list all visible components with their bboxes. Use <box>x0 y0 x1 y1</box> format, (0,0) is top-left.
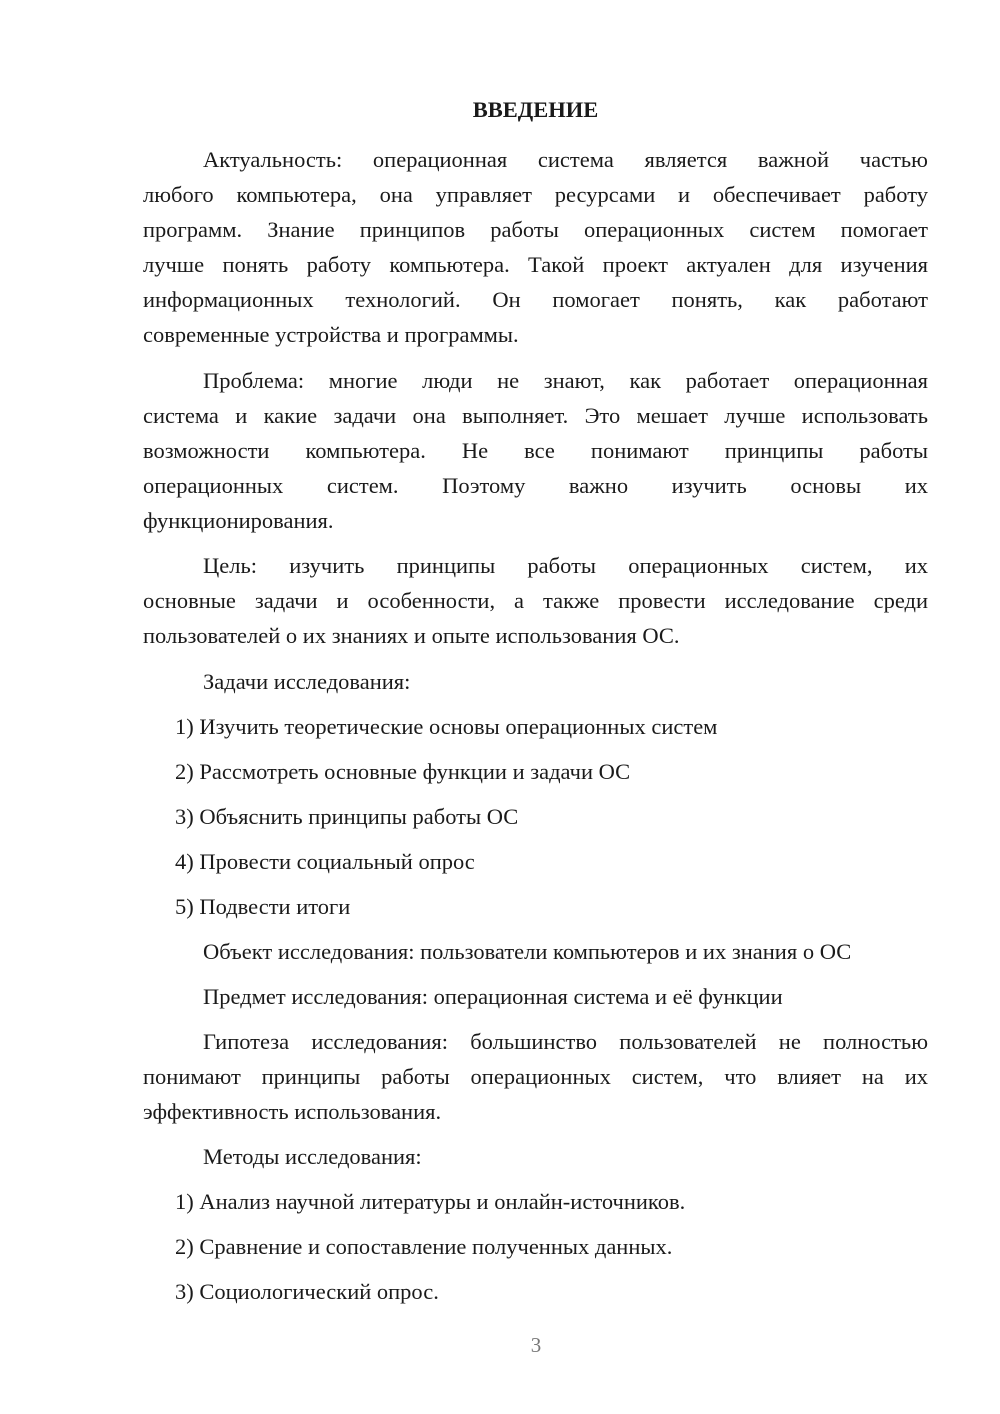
list-item: 1) Анализ научной литературы и онлайн-источников. <box>175 1189 686 1214</box>
list-item: 2) Сравнение и сопоставление полученных данных. <box>175 1234 673 1259</box>
list-item: 1) Изучить теоретические основы операционных систем <box>175 713 718 739</box>
problem-paragraph <box>143 363 928 538</box>
list-item: 3) Объяснить принципы работы ОС <box>175 803 519 829</box>
list-item: 4) Провести социальный опрос <box>175 848 475 874</box>
paragraph-line: понимают принципы работы операционных систем, что влияет на их <box>143 1063 928 1089</box>
paragraph-line: функционирования. <box>143 507 334 533</box>
page-number: 3 <box>530 1333 542 1357</box>
goal-paragraph <box>143 548 928 653</box>
paragraph-line: информационных технологий. Он помогает понять, как работают <box>143 287 928 312</box>
page-title: ВВЕДЕНИЕ <box>472 97 599 122</box>
tasks-heading: Задачи исследования: <box>203 668 411 694</box>
hypothesis-paragraph <box>143 1024 928 1129</box>
list-item: 2) Рассмотреть основные функции и задачи ОС <box>175 758 631 784</box>
paragraph-line: Актуальность: операционная система является важной частью <box>203 147 928 172</box>
research-object: Объект исследования: пользователи компьютеров и их знания о ОС <box>203 938 852 964</box>
paragraph-line: современные устройства и программы. <box>143 322 519 347</box>
tasks-list <box>143 709 928 924</box>
paragraph-line: Проблема: многие люди не знают, как работает операционная <box>203 367 928 393</box>
paragraph-line: лучше понять работу компьютера. Такой проект актуален для изучения <box>143 252 928 277</box>
paragraph-line: программ. Знание принципов работы операционных систем помогает <box>143 217 928 242</box>
paragraph-line: Цель: изучить принципы работы операционных систем, их <box>203 553 928 578</box>
paragraph-line: Гипотеза исследования: большинство пользователей не полностью <box>203 1028 928 1054</box>
document-page <box>143 92 928 1319</box>
list-item: 5) Подвести итоги <box>175 893 351 919</box>
paragraph-line: операционных систем. Поэтому важно изучить основы их <box>143 472 928 498</box>
list-item: 3) Социологический опрос. <box>175 1279 439 1304</box>
methods-heading: Методы исследования: <box>203 1144 422 1169</box>
research-subject: Предмет исследования: операционная система и её функции <box>203 983 783 1009</box>
paragraph-line: возможности компьютера. Не все понимают принципы работы <box>143 437 928 463</box>
paragraph-line: любого компьютера, она управляет ресурсами и обеспечивает работу <box>143 182 928 207</box>
relevance-paragraph <box>143 142 928 352</box>
paragraph-line: эффективность использования. <box>143 1098 442 1124</box>
paragraph-line: основные задачи и особенности, а также провести исследование среди <box>143 588 928 613</box>
paragraph-line: система и какие задачи она выполняет. Это мешает лучше использовать <box>143 402 928 428</box>
paragraph-line: пользователей о их знаниях и опыте использования ОС. <box>143 623 680 648</box>
methods-list <box>143 1184 928 1309</box>
